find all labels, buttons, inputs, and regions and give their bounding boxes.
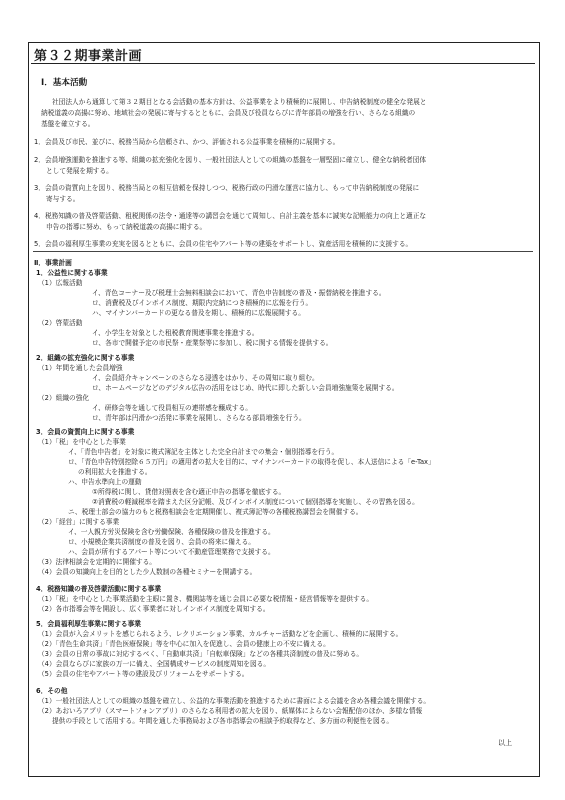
- text-line: の利用拡大を推進する。: [78, 468, 152, 476]
- text-line: 6．その他: [36, 687, 68, 695]
- text-line: （2）「経営」に関する事業: [38, 518, 120, 526]
- text-line: （1）広報活動: [38, 279, 83, 287]
- text-line: （1）年間を通した会員増強: [38, 364, 123, 372]
- text-line: ロ、青年部は円滑かつ活発に事業を展開し、さらなる部員増強を行う。: [92, 414, 306, 422]
- text-line: 1．会員及び市民、並びに、税務当局から信頼され、かつ、評価される公益事業を積極的に展開する。: [34, 138, 340, 146]
- text-line: 5．会員の福利厚生事業の充実を図るとともに、会員の住宅やアパート等の建築をサポートし、資産活用を積極的に支援する。: [34, 240, 413, 248]
- text-line: ハ、マイナンバーカードの更なる普及を期し、積極的に広報展開する。: [92, 309, 305, 317]
- text-line: 2．組織の拡充強化に関する事業: [36, 354, 135, 362]
- closing-mark: 以上: [498, 739, 512, 747]
- section-divider: [33, 251, 533, 252]
- text-line: ①所得税に関し、貸借対照表を含む適正申告の指導を徹底する。: [92, 488, 286, 496]
- text-line: （2）「青色生命共済」「青色医療保険」等を中心に加入を促進し、会員の健康上の不安に備える。: [38, 640, 330, 648]
- text-line: ロ、ホームページなどのデジタル広告の活用をはじめ、時代に即した新しい会員増強施策を展開する。: [92, 384, 399, 392]
- text-line: イ、研修会等を通して役員相互の連帯感を醸成する。: [92, 404, 252, 412]
- text-line: Ⅱ．事業計画: [34, 259, 72, 267]
- text-line: 基盤を確立する。: [41, 120, 95, 128]
- text-line: ロ、「青色申告特別控除６５万円」の適用者の拡大を目的に、マイナンバーカードの取得を促し、本人送信による「e-Tax」: [68, 458, 435, 466]
- text-line: （1）「税」を中心とした事業: [38, 438, 126, 446]
- text-line: 寄与する。: [46, 195, 80, 203]
- text-line: 納税道義の高揚に努め、地域社会の発展に寄与するとともに、会員及び役員ならびに青年部員の増強を行い、さらなる組織の: [41, 109, 416, 117]
- text-line: （5）会員の住宅やアパート等の建設及びリフォームをサポートする。: [38, 670, 249, 678]
- text-line: Ⅰ．基本活動: [41, 78, 88, 88]
- text-line: ロ、消費税及びインボイス制度、期限内完納につき積極的に広報を行う。: [92, 299, 313, 307]
- text-line: （1）一般社団法人としての組織の基盤を確立し、公益的な事業活動を推進するために書面による会議を含め各種会議を開催する。: [38, 697, 431, 705]
- text-line: ニ、税理士部会の協力のもと税務相談会を定期開催し、複式簿記等の各種税務講習会を開催する。: [68, 508, 363, 516]
- text-line: （3）会員の日常の事故に対応するべく、「自動車共済」「自転車保険」などの各種共済制度の普及に努める。: [38, 650, 364, 658]
- text-line: イ、一人親方労災保険を含む労働保険、各種保険の普及を推進する。: [68, 528, 275, 536]
- text-line: 4．税務知識の普及啓蒙活動、租税関係の法令・通達等の講習会を通じて周知し、自計主義を基本に誠実な記帳能力の向上と適正な: [34, 212, 427, 220]
- text-line: （2）あおいろアプリ（スマートフォンアプリ）のさらなる利用者の拡大を図り、紙媒体によらない会報配信のほか、多様な情報: [38, 707, 423, 715]
- text-line: ロ、小規模企業共済制度の普及を図り、会員の将来に備える。: [68, 538, 255, 546]
- text-line: 3．会員の資質向上に関する事業: [36, 428, 135, 436]
- text-line: 3．会員の資質向上を図り、税務当局との相互信頼を保持しつつ、税務行政の円滑な運営に協力し、もって申告納税制度の発展に: [34, 184, 420, 192]
- text-line: イ、青色コーナー及び税理士会無料相談会において、青色申告制度の普及・振替納税を推進する。: [92, 289, 386, 297]
- text-line: （2）啓蒙活動: [38, 319, 83, 327]
- text-line: イ、小学生を対象とした租税教育関連事業を推進する。: [92, 329, 259, 337]
- text-line: ハ、申告水準向上の運動: [68, 478, 142, 486]
- text-line: 申告の指導に努め、もって納税道義の高揚に期する。: [46, 223, 207, 231]
- text-line: （4）会員の知識向上を目的とした少人数制の各種セミナーを開講する。: [38, 568, 257, 576]
- text-line: イ、会員紹介キャンペーンのさらなる浸透をはかり、その周知に取り組む。: [92, 374, 319, 382]
- text-line: （2）各市指導会等を開設し、広く事業者に対しインボイス制度を周知する。: [38, 605, 270, 613]
- text-line: 提供の手段として活用する。年間を通した事務局および各市指導会の相談予約取得など、多方面の利便性を図る。: [52, 717, 394, 725]
- page-title: 第３２期事業計画: [34, 49, 143, 64]
- text-line: 5．会員福利厚生事業に関する事業: [36, 620, 141, 628]
- text-line: （4）会員ならびに家族の万一に備え、全国構成サービスの制度周知を図る。: [38, 660, 271, 668]
- text-line: ハ、会員が所有するアパート等について不動産管理業務で支援する。: [68, 548, 275, 556]
- text-line: 社団法人から通算して第３２期目となる会活動の基本方針は、公益事業をより積極的に展開し、申告納税制度の健全な発展と: [52, 98, 427, 106]
- text-line: （1）「税」を中心とした事業活動を主眼に置き、機関誌等を通じ会員に必要な税情報・経営情報等を提供する。: [38, 595, 374, 603]
- text-line: （3）法律相談会を定期的に開催する。: [38, 558, 156, 566]
- text-line: イ、「青色申告者」を対象に複式簿記を主体とした完全自計までの集会・個別指導を行う。: [68, 448, 339, 456]
- text-line: （2）組織の強化: [38, 394, 90, 402]
- text-line: として発展を期する。: [46, 167, 113, 175]
- text-line: 4．税務知識の普及啓蒙活動に関する事業: [36, 585, 162, 593]
- text-line: 1．公益性に関する事業: [36, 269, 108, 277]
- text-line: 2．会員増強運動を推進する等、組織の拡充強化を図り、一般社団法人としての組織の基盤を一層堅固に確立し、健全な納税者団体: [34, 156, 427, 164]
- title-underline: [31, 63, 535, 64]
- text-line: （1）会員が入会メリットを感じられるよう、レクリエーション事業、カルチャー活動などを企画し、積極的に展開する。: [38, 630, 403, 638]
- text-line: ロ、各市で開催予定の市民祭・産業祭等に参加し、税に関する情報を提供する。: [92, 339, 333, 347]
- text-line: ②消費税の軽減税率を踏まえた区分記帳、及びインボイス制度について個別指導を実施し、その習熟を図る。: [92, 498, 419, 506]
